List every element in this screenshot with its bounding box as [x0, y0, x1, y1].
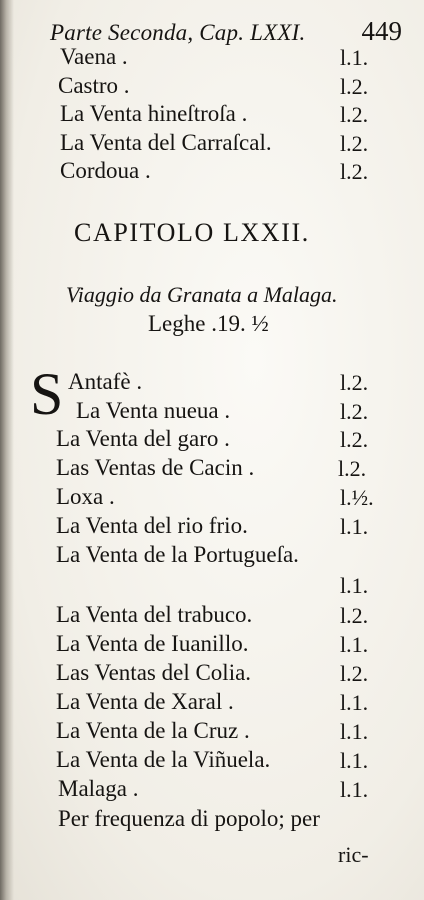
place-name: Las Ventas de Cacin .	[56, 455, 255, 480]
league-count: l.1.	[340, 719, 369, 744]
chapter-title: CAPITOLO LXXII.	[74, 218, 310, 247]
place-name: La Venta de Xaral .	[56, 689, 234, 714]
league-count: l.1.	[340, 573, 369, 598]
league-count: l.2.	[338, 456, 367, 481]
league-count: l.2.	[340, 603, 369, 628]
league-count: l.2.	[340, 74, 369, 99]
league-count: l.2.	[340, 131, 369, 156]
catchword: ric-	[338, 842, 369, 867]
place-name: Vaena .	[60, 44, 128, 69]
league-count: l.½.	[340, 485, 374, 510]
place-name: La Venta nueua .	[76, 398, 231, 423]
page-number: 449	[361, 16, 402, 46]
place-name: La Venta de la Cruz .	[56, 718, 250, 743]
place-name: Loxa .	[56, 484, 115, 509]
total-leagues: Leghe .19. ½	[148, 311, 269, 336]
league-count: l.2.	[340, 370, 369, 395]
place-name: La Venta del garo .	[56, 426, 230, 451]
chapter-subtitle: Viaggio da Granata a Malaga.	[66, 282, 338, 307]
league-count: l.2.	[340, 427, 369, 452]
closing-text: Per frequenza di popolo; per	[58, 806, 320, 831]
league-count: l.1.	[340, 632, 369, 657]
place-name: Malaga .	[58, 776, 139, 801]
place-name: La Venta del Carraſcal.	[60, 130, 272, 155]
league-count: l.2.	[340, 159, 369, 184]
gutter-shadow	[0, 0, 14, 900]
place-name: Antafè .	[68, 369, 143, 394]
page-header	[50, 14, 402, 44]
place-name: La Venta de Iuanillo.	[56, 631, 249, 656]
place-name: Las Ventas del Colia.	[56, 660, 252, 685]
place-name: La Venta de la Portugueſa.	[56, 542, 299, 567]
league-count: l.1.	[340, 748, 369, 773]
running-head: Parte Seconda, Cap. LXXI.	[50, 20, 306, 45]
place-name: La Venta del rio frio.	[56, 513, 248, 538]
league-count: l.1.	[340, 45, 369, 70]
place-name: Cordoua .	[60, 158, 151, 183]
place-name: La Venta del trabuco.	[56, 602, 253, 627]
place-name: Castro .	[58, 73, 130, 98]
place-name: La Venta de la Viñuela.	[56, 747, 271, 772]
league-count: l.1.	[340, 514, 369, 539]
drop-capital: S	[30, 361, 64, 427]
league-count: l.1.	[340, 777, 369, 802]
league-count: l.2.	[340, 399, 369, 424]
league-count: l.2.	[340, 661, 369, 686]
place-name: La Venta hineſtroſa .	[60, 101, 248, 126]
league-count: l.2.	[340, 102, 369, 127]
league-count: l.1.	[340, 690, 369, 715]
